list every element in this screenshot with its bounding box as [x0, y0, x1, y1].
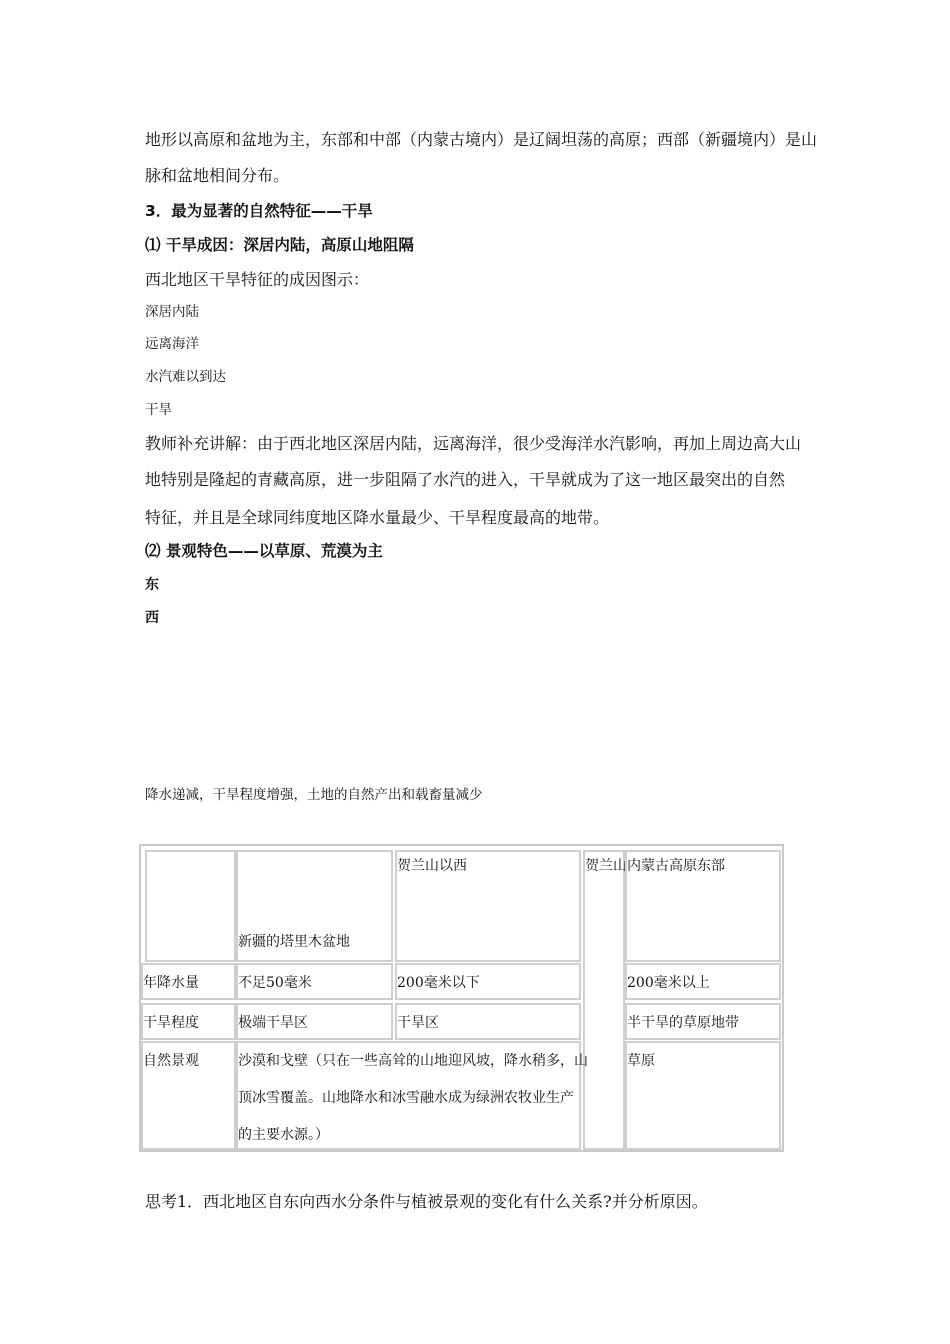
label-west: 西: [145, 610, 159, 626]
label-east: 东: [145, 577, 159, 593]
comparison-table: [139, 844, 784, 1152]
table-row-label: 干旱程度: [141, 1003, 236, 1040]
table-row-label: 年降水量: [141, 963, 236, 1000]
table-cell: 200毫米以下: [395, 963, 581, 1000]
landscape-desc-cell: [236, 1041, 588, 1150]
table-cell: 不足50毫米: [236, 963, 393, 1000]
intro-line-2: 脉和盆地相间分布。: [145, 166, 290, 185]
chain-item: 深居内陆: [145, 304, 199, 320]
table-cell: 200毫米以上: [625, 963, 781, 1000]
landscape-desc-line: 顶冰雪覆盖。山地降水和冰雪融水成为绿洲农牧业生产: [238, 1090, 574, 1106]
header-cell: [625, 850, 781, 962]
header-cell: [395, 850, 581, 962]
table-row-label: 自然景观: [141, 1041, 236, 1150]
header-xinjiang: 新疆的塔里木盆地: [238, 934, 350, 950]
explain-line-2: 地特别是隆起的青藏高原，进一步阻隔了水汽的进入，干旱就成为了这一地区最突出的自然: [145, 470, 786, 489]
header-neimeng: 内蒙古高原东部: [627, 858, 725, 874]
table-cell: 极端干旱区: [236, 1003, 393, 1040]
section-heading: 3．最为显著的自然特征——干旱: [145, 202, 373, 220]
chain-item: 远离海洋: [145, 336, 199, 352]
subsection-cause: ⑴ 干旱成因：深居内陆，高原山地阻隔: [145, 236, 414, 254]
chain-item: 水汽难以到达: [145, 369, 226, 385]
explain-line-1: 教师补充讲解：由于西北地区深居内陆，远离海洋，很少受海洋水汽影响，再加上周边高大山: [145, 434, 802, 453]
landscape-desc-line: 的主要水源。）: [238, 1127, 329, 1143]
header-helan: 贺兰山: [585, 858, 627, 874]
table-cell: 干旱区: [395, 1003, 581, 1040]
table-cell: 半干旱的草原地带: [625, 1003, 781, 1040]
header-helan-west: 贺兰山以西: [397, 858, 467, 874]
table-corner-cell: [145, 850, 236, 962]
header-helan-cell: [583, 850, 625, 1150]
trend-caption: 降水递减，干旱程度增强，土地的自然产出和载畜量减少: [145, 787, 483, 803]
table-cell: 草原: [625, 1041, 781, 1150]
subsection-landscape: ⑵ 景观特色——以草原、荒漠为主: [145, 542, 383, 560]
header-cell: [236, 850, 393, 962]
intro-line-1: 地形以高原和盆地为主，东部和中部（内蒙古境内）是辽阔坦荡的高原；西部（新疆境内）是山: [145, 130, 818, 149]
diagram-caption: 西北地区干旱特征的成因图示：: [145, 270, 370, 289]
think-question: 思考1．西北地区自东向西水分条件与植被景观的变化有什么关系?并分析原因。: [145, 1192, 708, 1211]
explain-line-3: 特征，并且是全球同纬度地区降水量最少、干旱程度最高的地带。: [145, 508, 610, 527]
landscape-desc-line: 沙漠和戈壁（只在一些高耸的山地迎风坡，降水稍多，山: [238, 1053, 588, 1069]
chain-item: 干旱: [145, 402, 172, 418]
